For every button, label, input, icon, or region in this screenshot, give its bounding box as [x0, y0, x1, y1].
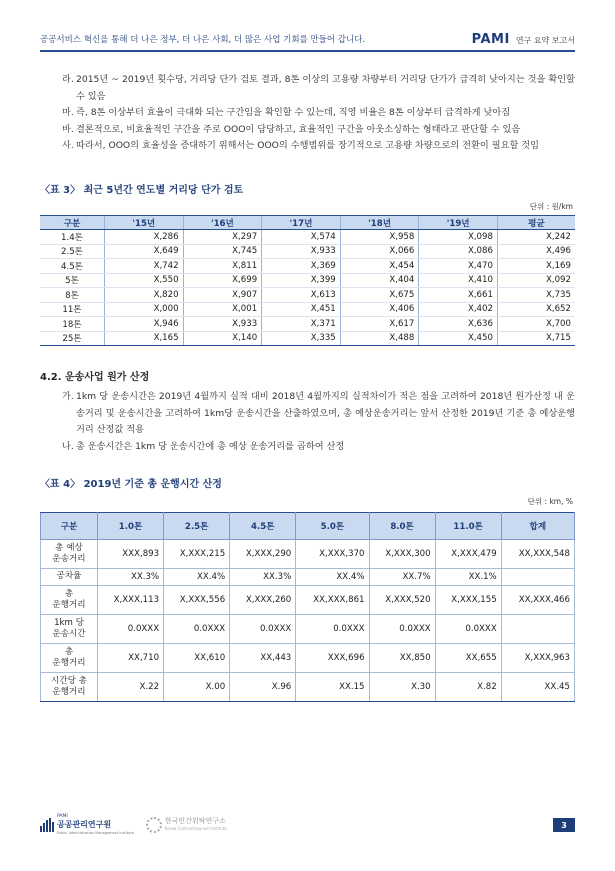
table-cell: X,933	[183, 317, 262, 332]
table-cell: X,574	[262, 230, 341, 245]
section-title: 4.2. 운송사업 원가 산정	[40, 372, 150, 383]
table-cell: XX.3%	[98, 569, 164, 586]
table-cell: XX.3%	[230, 569, 296, 586]
table-cell: XX.45	[501, 673, 574, 702]
table-cell: 0.0XXX	[435, 615, 501, 644]
table-row	[41, 673, 575, 702]
column-header: '15년	[105, 216, 184, 230]
table-cell: X,169	[497, 259, 575, 274]
table-cell: 0.0XXX	[98, 615, 164, 644]
paragraph-marker: 라.	[62, 74, 74, 85]
table-cell: X,617	[340, 317, 419, 332]
table-cell: 0.0XXX	[164, 615, 230, 644]
table-cell: X.96	[230, 673, 296, 702]
table-cell: X,140	[183, 331, 262, 346]
paragraph	[62, 122, 575, 139]
row-label: 총 운행거리	[41, 644, 98, 673]
table-cell: X,496	[497, 244, 575, 259]
table-cell: X,946	[105, 317, 184, 332]
table-cell: X,297	[183, 230, 262, 245]
table-row	[40, 230, 575, 245]
table-cell: X,406	[340, 302, 419, 317]
table-cell: XX,443	[230, 644, 296, 673]
paragraph	[62, 72, 575, 105]
row-label: 2.5톤	[40, 244, 105, 259]
table-cell: X,820	[105, 288, 184, 303]
table3-caption: 〈표 3〉 최근 5년간 연도별 거리당 단가 검토	[40, 185, 244, 196]
table-cell: X,613	[262, 288, 341, 303]
table-cell	[501, 569, 574, 586]
page-header	[40, 28, 575, 50]
table-row	[40, 244, 575, 259]
table-cell: X,742	[105, 259, 184, 274]
row-label: 1km 당 운송시간	[41, 615, 98, 644]
table-row	[41, 586, 575, 615]
paragraph	[62, 138, 575, 155]
column-header: 2.5톤	[164, 513, 230, 540]
table-cell: X,699	[183, 273, 262, 288]
table-cell: X.30	[369, 673, 435, 702]
table-cell: X,550	[105, 273, 184, 288]
table-row	[41, 569, 575, 586]
table-cell: XX.1%	[435, 569, 501, 586]
page-number: 3	[553, 818, 575, 832]
gear-icon	[146, 817, 162, 833]
column-header: '18년	[340, 216, 419, 230]
column-header: 11.0톤	[435, 513, 501, 540]
table-cell: X,XXX,290	[230, 540, 296, 569]
column-header: 8.0톤	[369, 513, 435, 540]
top-paragraphs	[62, 72, 575, 155]
column-header: 합계	[501, 513, 574, 540]
table-cell	[501, 615, 574, 644]
column-header: 구분	[40, 216, 105, 230]
column-header: 4.5톤	[230, 513, 296, 540]
table-cell: X,735	[497, 288, 575, 303]
table-cell: X,XXX,963	[501, 644, 574, 673]
table-cell: X,652	[497, 302, 575, 317]
table-cell: X,086	[419, 244, 498, 259]
paragraph-text: 2015년 ~ 2019년 횟수당, 거리당 단가 검토 결과, 8톤 이상의 고용량 차량부터 거리당 단가가 급격히 낮아지는 것을 확인할 수 있음	[76, 74, 575, 102]
table-cell: X,XXX,260	[230, 586, 296, 615]
table-cell: X,092	[497, 273, 575, 288]
page-footer	[40, 810, 575, 840]
row-label: 11톤	[40, 302, 105, 317]
table-row	[41, 644, 575, 673]
table-cell: X,649	[105, 244, 184, 259]
table-cell: X,715	[497, 331, 575, 346]
table-cell: X,675	[340, 288, 419, 303]
table-header-row	[41, 513, 575, 540]
row-label: 총 운행거리	[41, 586, 98, 615]
table-cell: X,454	[340, 259, 419, 274]
table-row	[40, 331, 575, 346]
table-cell: XX,XXX,548	[501, 540, 574, 569]
logo-name: 한국민간위탁연구소	[164, 817, 226, 825]
table-row	[40, 259, 575, 274]
paragraph	[62, 439, 575, 456]
pami-logo	[40, 813, 134, 837]
kci-logo	[146, 817, 227, 833]
table-cell: XX.7%	[369, 569, 435, 586]
table-cell: X,369	[262, 259, 341, 274]
table-cell: X,811	[183, 259, 262, 274]
table-cell: X,165	[105, 331, 184, 346]
table-cell: X,XXX,479	[435, 540, 501, 569]
paragraph-text: 결론적으로, 비효율적인 구간을 주로 OOO이 담당하고, 효율적인 구간을 아웃소싱하는 형태라고 판단할 수 있음	[76, 123, 521, 135]
table-cell: X.22	[98, 673, 164, 702]
table-cell: XX,655	[435, 644, 501, 673]
table-cell: XXX,893	[98, 540, 164, 569]
paragraph-text: 즉, 8톤 이상부터 효율이 극대화 되는 구간임을 확인할 수 있는데, 직영 비율은 8톤 이상부터 급격하게 낮아짐	[76, 107, 511, 118]
table-cell: XX.4%	[296, 569, 369, 586]
table-cell: XXX,696	[296, 644, 369, 673]
row-label: 5톤	[40, 273, 105, 288]
table-cell: X,XXX,556	[164, 586, 230, 615]
table-cell: X,745	[183, 244, 262, 259]
table-row	[41, 540, 575, 569]
row-label: 총 예상 운송거리	[41, 540, 98, 569]
table-cell: X,098	[419, 230, 498, 245]
table-cell: X,000	[105, 302, 184, 317]
table-cell: X,404	[340, 273, 419, 288]
table-cell: XX,850	[369, 644, 435, 673]
table-cell: X.00	[164, 673, 230, 702]
row-label: 시간당 총 운행거리	[41, 673, 98, 702]
header-doc-type: 연구 요약 보고서	[515, 35, 575, 45]
header-divider	[40, 50, 575, 52]
table-cell: X,907	[183, 288, 262, 303]
table-cell: XX,XXX,466	[501, 586, 574, 615]
column-header: '17년	[262, 216, 341, 230]
paragraph-text: 1km 당 운송시간은 2019년 4월까지 실적 대비 2018년 4월까지의 실적차이가 적은 점을 고려하여 2018년 원가산정 내 운송거리 및 운송시간을 고려하여 1km당 운송시간을 산출하였으며, 총 예상운송거리는 앞서 산정한 2019년 기준 총 예상운행거리 산정값 적용	[76, 391, 575, 435]
table-cell: X,XXX,215	[164, 540, 230, 569]
table3	[40, 215, 575, 346]
table-cell: X,470	[419, 259, 498, 274]
table-cell: X,451	[262, 302, 341, 317]
table-cell: XX.15	[296, 673, 369, 702]
table-cell: X,661	[419, 288, 498, 303]
table4	[40, 512, 575, 702]
row-label: 4.5톤	[40, 259, 105, 274]
row-label: 8톤	[40, 288, 105, 303]
paragraph-text: 따라서, OOO의 효율성을 증대하기 위해서는 OOO의 수행범위를 장기적으로 고용량 차량으로의 전환이 필요할 것임	[76, 140, 539, 151]
table-cell: X,933	[262, 244, 341, 259]
table3-unit: 단위 : 원/km	[529, 202, 573, 211]
table-row	[40, 302, 575, 317]
column-header: 평균	[497, 216, 575, 230]
table-row	[40, 273, 575, 288]
table-cell: X,410	[419, 273, 498, 288]
table-header-row	[40, 216, 575, 230]
column-header: '19년	[419, 216, 498, 230]
paragraph-marker: 사.	[62, 140, 74, 151]
paragraph-marker: 나.	[62, 440, 74, 452]
table-cell: X,450	[419, 331, 498, 346]
row-label: 1.4톤	[40, 230, 105, 245]
paragraph-marker: 바.	[62, 123, 74, 135]
table-cell: X,XXX,300	[369, 540, 435, 569]
table-cell: X,402	[419, 302, 498, 317]
table-cell: X,242	[497, 230, 575, 245]
logo-english: Korea Contracting-out Institute	[164, 826, 227, 831]
table-cell: X.82	[435, 673, 501, 702]
table-cell: XX.4%	[164, 569, 230, 586]
table-cell: XX,XXX,861	[296, 586, 369, 615]
row-label: 18톤	[40, 317, 105, 332]
row-label: 공차율	[41, 569, 98, 586]
table-cell: X,636	[419, 317, 498, 332]
table-cell: X,XXX,113	[98, 586, 164, 615]
paragraph	[62, 389, 575, 439]
table-cell: 0.0XXX	[230, 615, 296, 644]
table-cell: X,958	[340, 230, 419, 245]
table-cell: X,700	[497, 317, 575, 332]
table-cell: X,335	[262, 331, 341, 346]
header-slogan: 공공서비스 혁신을 통해 더 나은 정부, 더 나은 사회, 더 많은 사업 기회를 만들어 갑니다.	[40, 35, 366, 45]
table-row	[41, 615, 575, 644]
table-cell: X,399	[262, 273, 341, 288]
table4-unit: 단위 : km, %	[527, 497, 573, 506]
section-paragraphs	[62, 389, 575, 455]
table-row	[40, 288, 575, 303]
paragraph-text: 총 운송시간은 1km 당 운송시간에 총 예상 운송거리를 곱하여 산정	[76, 440, 345, 452]
column-header: 5.0톤	[296, 513, 369, 540]
table-cell: X,001	[183, 302, 262, 317]
column-header: 구분	[41, 513, 98, 540]
logo-name: 공공관리연구원	[57, 820, 112, 829]
table4-caption: 〈표 4〉 2019년 기준 총 운행시간 산정	[40, 479, 222, 490]
logo-english: Public Administration Management Institute	[57, 831, 134, 835]
table-cell: X,XXX,370	[296, 540, 369, 569]
table-cell: X,371	[262, 317, 341, 332]
table-cell: X,286	[105, 230, 184, 245]
bars-icon	[40, 818, 54, 832]
column-header: '16년	[183, 216, 262, 230]
paragraph-marker: 가.	[62, 391, 74, 402]
table-cell: X,XXX,520	[369, 586, 435, 615]
row-label: 25톤	[40, 331, 105, 346]
table-cell: 0.0XXX	[296, 615, 369, 644]
logo-abbrev: PAMI	[57, 814, 68, 819]
header-brand: PAMI	[471, 31, 510, 47]
table-cell: X,XXX,155	[435, 586, 501, 615]
paragraph	[62, 105, 575, 122]
table-cell: X,066	[340, 244, 419, 259]
column-header: 1.0톤	[98, 513, 164, 540]
table-cell: 0.0XXX	[369, 615, 435, 644]
table-row	[40, 317, 575, 332]
paragraph-marker: 마.	[62, 107, 74, 118]
table-cell: X,488	[340, 331, 419, 346]
table-cell: XX,610	[164, 644, 230, 673]
table-cell: XX,710	[98, 644, 164, 673]
